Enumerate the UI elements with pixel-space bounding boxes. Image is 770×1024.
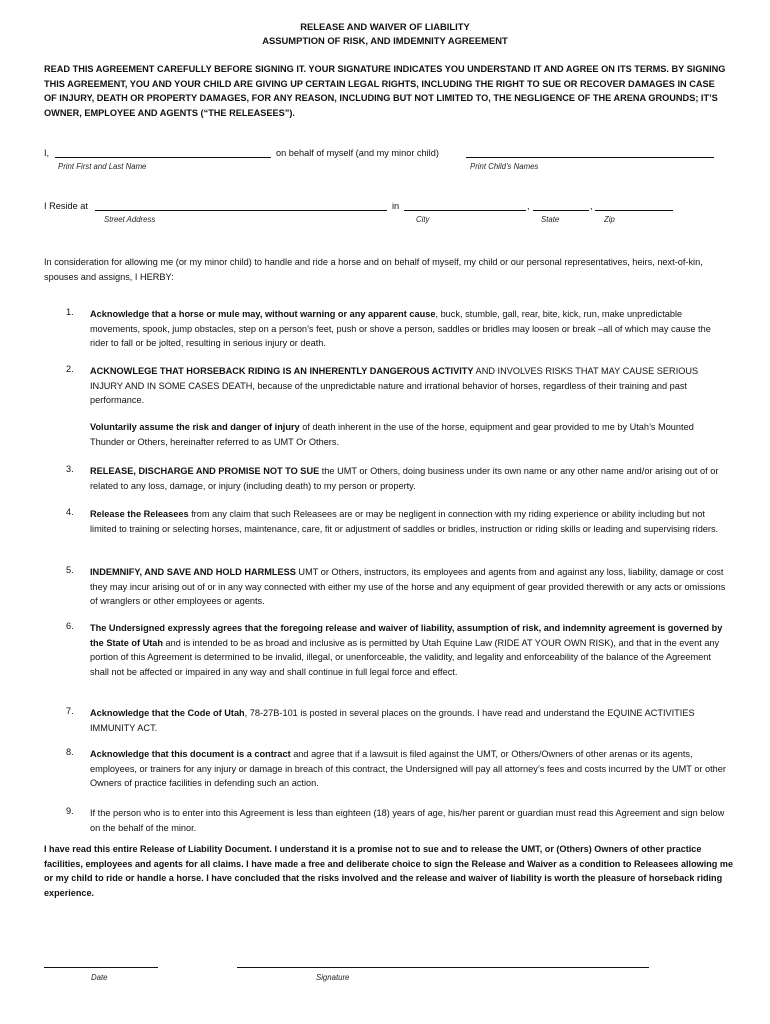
zip-caption: Zip [604,215,615,224]
item-bold: RELEASE, DISCHARGE AND PROMISE NOT TO SUE [90,466,320,476]
list-item [90,507,730,536]
item-text: , buck, stumble, gall, rear, bite, kick, run, make unpredictable movements, spook, jump obstacles, step on a person’s feet, push or shove a person, saddles or bridles may loosen or break –all of which may cause the rider to fall or be jolted, resulting in serious injury or death. [90,309,711,349]
date-field[interactable] [44,958,158,968]
item-bold: ACKNOWLEGE THAT HORSEBACK RIDING IS AN INHERENTLY DANGEROUS ACTIVITY [90,366,474,376]
item-text: and agree that if a lawsuit is filed against the UMT, or Others/Owners of other arenas or its agents, employees, or trainers for any injury or damage in breach of this contract, the Undersigned will pay all attorney’s fees and costs incurred by the UMT or other Owners of practice facilities in defending such an action. [90,749,726,789]
item-bold: Acknowledge that this document is a contract [90,749,291,759]
list-item [90,565,730,609]
consideration-paragraph: In consideration for allowing me (or my minor child) to handle and ride a horse and on behalf of myself, my child or our personal representatives, heirs, next-of-kin, spouses and assigns, I HERBY: [44,257,703,282]
item-number: 4. [66,507,74,517]
item-bold: The Undersigned expressly agrees that the foregoing release and waiver of liability, assumption of risk, and indemnity agreement is governed by the State of Utah [90,623,723,648]
zip-field[interactable] [595,201,673,211]
participant-name-field[interactable] [55,148,271,158]
item-number: 6. [66,621,74,631]
item-number: 5. [66,565,74,575]
list-item [90,364,730,408]
child-names-caption: Print Child’s Names [470,162,539,171]
behalf-label: on behalf of myself (and my minor child) [276,148,439,158]
list-item [90,621,730,679]
item-number: 3. [66,464,74,474]
signature-field[interactable] [237,958,649,968]
city-caption: City [416,215,430,224]
i-label: I, [44,148,50,158]
item-bold: Acknowledge that the Code of Utah [90,708,245,718]
city-field[interactable] [404,201,526,211]
list-item [90,806,730,835]
state-field[interactable] [533,201,589,211]
street-address-field[interactable] [95,201,387,211]
list-item [90,706,730,735]
document-title: RELEASE AND WAIVER OF LIABILITY [300,21,470,32]
date-caption: Date [91,973,108,982]
in-label: in [392,201,400,211]
child-names-field[interactable] [466,148,714,158]
comma-2: , [590,201,593,211]
item-bold: Voluntarily assume the risk and danger of injury [90,422,300,432]
item-text: , 78-27B-101 is posted in several places on the grounds. I have read and understand the EQUINE ACTIVITIES IMMUNITY ACT. [90,708,695,733]
signature-caption: Signature [316,973,350,982]
acknowledgment-paragraph: I have read this entire Release of Liability Document. I understand it is a promise not to sue and to release the UMT, or (Others) Owners of other practice facilities, employees and agents for all claims. I have made a free and deliberate choice to sign the Release and Waiver as a condition to Releasees allowing me or my child to ride or handle a horse. I have concluded that the risks involved and the release and waiver of liability is worth the pleasure of horseback riding experience. [44,844,734,898]
item-bold: Acknowledge that a horse or mule may, without warning or any apparent cause [90,309,436,319]
item-bold: Release the Releasees [90,509,189,519]
item-number: 1. [66,307,74,317]
item-text: AND INVOLVES RISKS THAT MAY CAUSE SERIOUS INJURY AND IN SOME CASES DEATH, because of the unpredictable nature and irrational behavior of horses, regardless of their training and past performance. [90,366,699,406]
list-item [90,747,730,791]
comma-1: , [527,201,530,211]
item-bold: INDEMNIFY, AND SAVE AND HOLD HARMLESS [90,567,296,577]
list-item [90,420,730,449]
item-text: the UMT or Others, doing business under its own name or any other name and/or arising out of or related to any loss, damage, or injury (including death) to my person or property. [90,466,719,491]
item-text: UMT or Others, instructors, its employees and agents from and against any loss, liability, damage or cost they may incur arising out of or in any way connected with either my use of the horse and any equipment of gear provided therewith or any acts or omissions of wranglers or other employees or agents. [90,567,726,607]
list-item [90,464,730,493]
street-caption: Street Address [104,215,156,224]
item-number: 9. [66,806,74,816]
list-item [90,307,730,351]
item-number: 8. [66,747,74,757]
state-caption: State [541,215,560,224]
item-number: 2. [66,364,74,374]
item-text: and is intended to be as broad and inclusive as is permitted by Utah Equine Law (RIDE AT YOUR OWN RISK), and that in the event any portion of this Agreement is determined to be invalid, illegal, or unenforceable, the validity, and legality and enforceability of the balance of the Agreement shall not be affected or impaired in any way and shall continue in full legal force and effect. [90,637,720,677]
item-number: 7. [66,706,74,716]
item-text: of death inherent in the use of the horse, equipment and gear provided to me by Utah’s Mounted Thunder or Others, hereinafter referred to as UMT Or Others. [90,422,694,447]
warning-paragraph: READ THIS AGREEMENT CAREFULLY BEFORE SIGNING IT. YOUR SIGNATURE INDICATES YOU UNDERSTAND IT AND AGREE ON ITS TERMS. BY SIGNING THIS AGREEMENT, YOU AND YOUR CHILD ARE GIVING UP CERTAIN LEGAL RIGHTS, INCLUDING THE RIGHT TO SUE OR RECOVER DAMAGES IN CASE OF INJURY, DEATH OR PROPERTY DAMAGES, FOR ANY REASON, INCLUDING BUT NOT LIMITED TO, THE NEGLIGENCE OF THE ARENA GROUNDS; IT’S OWNER, EMPLOYEE AND AGENTS (“THE RELEASEES”). [44,64,726,118]
document-subtitle: ASSUMPTION OF RISK, AND IMDEMNITY AGREEMENT [262,35,508,46]
print-name-caption: Print First and Last Name [58,162,147,171]
item-text: from any claim that such Releasees are or may be negligent in connection with my riding experience or ability including but not limited to training or selecting horses, maintenance, care, fit or adjustment of saddles or bridles, instruction or riding skills or leading and supervising riders. [90,509,719,534]
reside-label: I Reside at [44,201,88,211]
item-text: If the person who is to enter into this Agreement is less than eighteen (18) years of age, his/her parent or guardian must read this Agreement and sign below on the behalf of the minor. [90,808,725,833]
